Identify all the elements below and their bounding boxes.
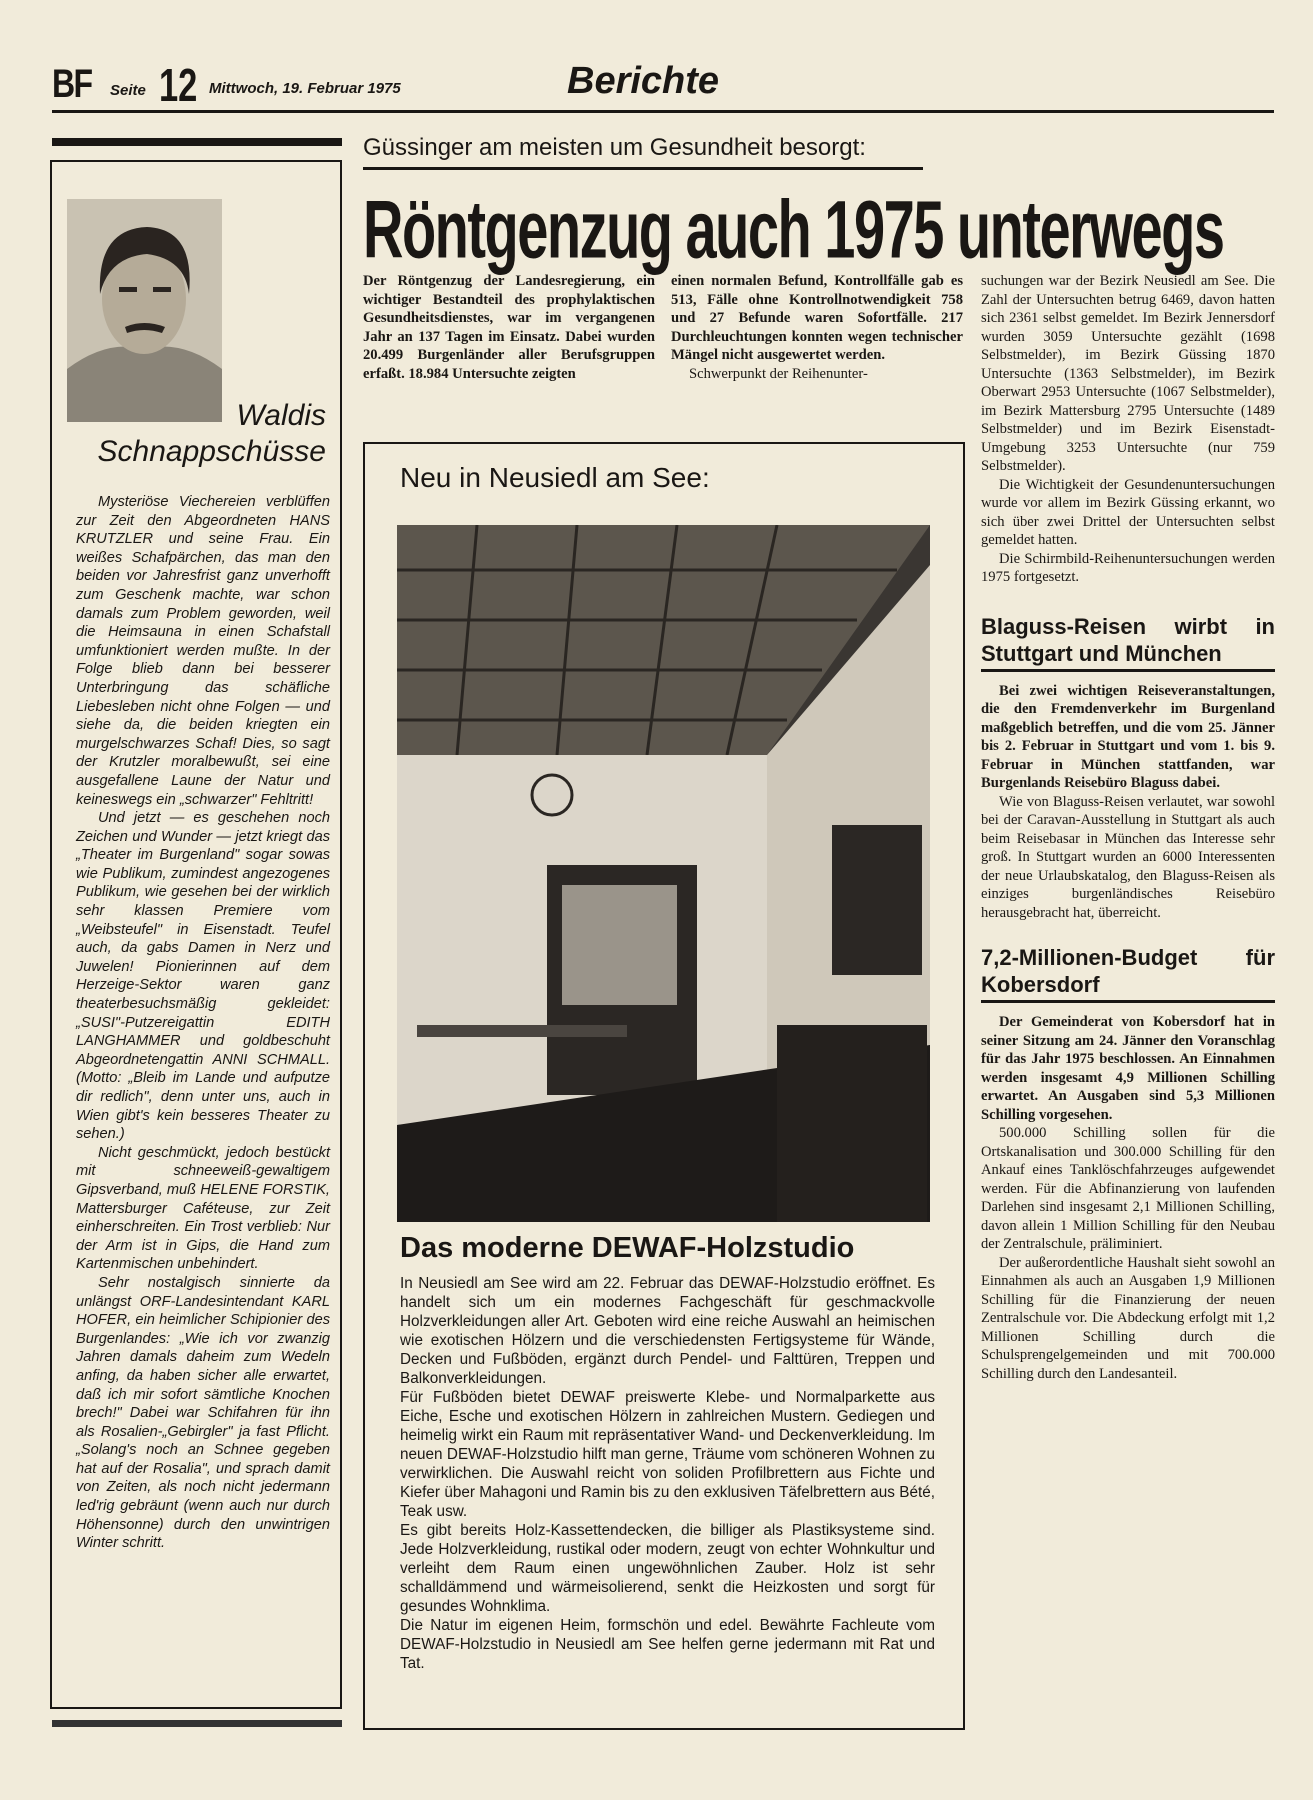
dewaf-text: [400, 1274, 935, 1673]
column-paragraph: Und jetzt — es geschehen noch Zeichen und Wunder — jetzt kriegt das „Theater im Burgenland" sogar sowas wie Publikum, zumindest angezogenes Publikum, wie gesehen bei der wirklich sehr klassen Premiere vom „Weibsteufel" in Eisenstadt. Teufel auch, da gabs Damen in Nerz und Juwelen! Pionierinnen auf dem Herzeige-Sektor waren ganz theaterbesuchsmäßig gekleidet: „SUSI"-Putzereigattin EDITH LANGHAMMER und goldbeschuht Abgeordnetengattin ANNI SCHMALL. (Motto: „Bleib im Lande und aufputze dir redlich", denn unter uns, auch in Wien gibt's kein besseres Theater zu sehen.): [76, 810, 330, 1143]
interior-photo: [397, 525, 930, 1222]
dewaf-advertorial: [363, 442, 965, 1730]
blaguss-headline: Blaguss-Reisen wirbt in Stuttgart und München: [981, 613, 1275, 672]
article-text: Die Wichtigkeit der Gesundenuntersuchungen wurde vor allem im Bezirk Güssing erkannt, wo sich über zwei Drittel der Untersuchten selbst gemeldet hatten.: [981, 476, 1275, 548]
kobersdorf-body: 500.000 Schilling sollen für die Ortskanalisation und 300.000 Schilling für den Ankauf eines Tanklöschfahrzeuges aufgewendet werden. Für die Abfinanzierung von laufenden Darlehen sind insgesamt 2,1 Millionen Schilling, davon allein 1 Million Schilling für den Neubau der Zentralschule, präliminiert.: [981, 1125, 1275, 1252]
column-paragraph: Sehr nostalgisch sinnierte da unlängst ORF-Landesintendant KARL HOFER, ein heimlicher Schipionier des Burgenlandes: „Wie ich vor zwanzig Jahren damals daheim zum Wedeln anfing, da haben sicher alle erwartet, daß ich mir sofort sämtliche Knochen brech!" Dabei war Schifahren für ihn als Rosalien-„Gebirgler" ja fast Pflicht. „Solang's noch an Schnee gegeben hat auf der Rosalia", und sprach damit von Zeiten, als noch nicht jedermann led'rig gebräunt (wenn auch nur durch Höhensonne) durch den unwintrigen Winter schritt.: [76, 1274, 330, 1552]
article-kicker: Güssinger am meisten um Gesundheit besorgt:: [363, 134, 923, 170]
column-paragraph: Mysteriöse Viechereien verblüffen zur Zeit den Abgeordneten HANS KRUTZLER und seine Frau. Ein weißes Schafpärchen, das man den beiden vor Jahresfrist ganz unverhofft zum Geschenk machte, war schon damals zum Problem geworden, weil die Heimsauna in einen Schafstall umfunktioniert werden mußte. In der Folge blieb dann bei besserer Unterbringung das schäfliche Liebesleben nicht ohne Folgen — und siehe da, die beiden kriegten ein murgelschwarzes Schaf! Dies, so sagt der Krutzler moralbewußt, sei eine ausgefallene Laune der Natur und keineswegs ein „schwarzer" Fehltritt!: [76, 494, 330, 808]
right-column: [981, 272, 1275, 1383]
kobersdorf-body: Der außerordentliche Haushalt sieht sowohl an Einnahmen als auch an Ausgaben 1,9 Millionen Schilling für die Finanzierung der neuen Zentralschule vor. Die Abdeckung erfolgt mit 1,2 Millionen Schilling durch die Schulsprengelgemeinden und mit 700.000 Schilling durch den Landesanteil.: [981, 1254, 1275, 1382]
portrait-photo: [67, 199, 222, 422]
column-bottom-rule: [52, 1720, 342, 1727]
article-text: suchungen war der Bezirk Neusiedl am See. Die Zahl der Untersuchten betrug 6469, davon hatten sich 2361 selbst gemeldet. Im Bezirk Jennersdorf wurden 3059 Untersuchte gezählt (1698 Selbstmelder), im Bezirk Güssing 1870 Untersuchte (1363 Selbstmelder), im Bezirk Oberwart 2953 Untersuchte (1067 Selbstmelder), im Bezirk Mattersburg 2795 Untersuchte (1489 Selbstmelder) und im Bezirk Eisenstadt-Umgebung 3253 Untersuchte (nur 759 Selbstmelder).: [981, 273, 1275, 474]
dewaf-paragraph: Für Fußböden bietet DEWAF preiswerte Klebe- und Normalparkette aus Eiche, Esche und exotischen Hölzern in zahlreichen Mustern. Gediegen und heimelig wirkt ein Raum mit repräsentativer Wand- und Deckenverkleidung. Im neuen DEWAF-Holzstudio hilft man gerne, Träume vom schöneren Wohnen zu verwirklichen. Die Auswahl reicht von soliden Profilbrettern aus Fichte und Kiefer über Mahagoni und Ramin bis zu den exklusiven Täfelbrettern aus Bété, Teak usw.: [400, 1389, 935, 1520]
article-text: einen normalen Befund, Kontrollfälle gab es 513, Fälle ohne Kontrollnotwendigkeit 758 und 27 Befunde waren Sofortfälle. 217 Durchleuchtungen konnten wegen technischer Mängel nicht ausgewertet werden.: [671, 273, 963, 363]
article-column-1: Der Röntgenzug der Landesregierung, ein wichtiger Bestandteil des prophylaktischen Gesundheitsdienstes, war im vergangenen Jahr an 137 Tagen im Einsatz. Dabei wurden 20.499 Burgenländer aller Berufsgruppen erfaßt. 18.984 Untersuchte zeigten: [363, 273, 655, 382]
article-text: Schwerpunkt der Reihenunter-: [689, 365, 868, 382]
page-label: Seite: [110, 82, 146, 99]
kobersdorf-lead: Der Gemeinderat von Kobersdorf hat in seiner Sitzung am 24. Jänner den Voranschlag für das Jahr 1975 beschlossen. An Einnahmen werden insgesamt 4,9 Millionen Schilling erwartet. An Ausgaben sind 5,3 Millionen Schilling vorgesehen.: [981, 1014, 1275, 1123]
column-top-rule: [52, 138, 342, 146]
dewaf-paragraph: Die Natur im eigenen Heim, formschön und edel. Bewährte Fachleute vom DEWAF-Holzstudio in Neusiedl am See helfen gerne jedermann mit Rat und Tat.: [400, 1617, 935, 1672]
logo: BF: [52, 62, 92, 106]
dewaf-kicker: Neu in Neusiedl am See:: [400, 462, 710, 493]
dewaf-title: Das moderne DEWAF-Holzstudio: [400, 1232, 855, 1264]
column-paragraph: Nicht geschmückt, jedoch bestückt mit schneeweiß-gewaltigem Gipsverband, muß HELENE FORSTIK, Mattersburger Caféteuse, zur Zeit einherschreiten. Ein Trost verblieb: Nur der Arm ist in Gips, die Hand zum Kartenmischen unbehindert.: [76, 1144, 330, 1273]
column-title: Waldis Schnappschüsse: [97, 399, 326, 468]
blaguss-lead: Bei zwei wichtigen Reiseveranstaltungen, die den Fremdenverkehr im Burgenland maßgeblich betreffen, und die vom 25. Jänner bis 2. Februar in Stuttgart und vom 1. bis 9. Februar in München stattfanden, war Burgenlands Reisebüro Blaguss dabei.: [981, 682, 1275, 791]
column-text: [76, 493, 330, 1553]
article-headline: Röntgenzug auch 1975 unterwegs: [363, 183, 1224, 275]
kobersdorf-headline: 7,2-Millionen-Budget für Kobersdorf: [981, 944, 1275, 1003]
dewaf-paragraph: In Neusiedl am See wird am 22. Februar das DEWAF-Holzstudio eröffnet. Es handelt sich um ein modernes Fachgeschäft für geschmackvolle Holzverkleidungen aller Art. Geboten wird eine reiche Auswahl an heimischen wie exotischen Hölzern und die verschiedensten Fertigsysteme für Wände, Decken und Fußböden, ergänzt durch Pendel- und Falttüren, Treppen und Balkonverkleidungen.: [400, 1275, 935, 1387]
article-text: Die Schirmbild-Reihenuntersuchungen werden 1975 fortgesetzt.: [981, 550, 1275, 585]
issue-date: Mittwoch, 19. Februar 1975: [209, 80, 401, 97]
masthead: [52, 58, 1274, 113]
page-number: 12: [159, 59, 198, 111]
section-title: Berichte: [567, 60, 720, 102]
article-column-2: [671, 272, 963, 383]
dewaf-paragraph: Es gibt bereits Holz-Kassettendecken, die billiger als Plastiksysteme sind. Jede Holzverkleidung, rustikal oder modern, zeugt von echter Wohnkultur und verleiht dem Raum einen ungewöhnlichen Zauber. Holz ist sehr schalldämmend und wärmeisolierend, senkt die Heizkosten und sorgt für gesundes Wohnklima.: [400, 1522, 935, 1615]
blaguss-body: Wie von Blaguss-Reisen verlautet, war sowohl bei der Caravan-Ausstellung in Stuttgart als auch beim Reisebasar in München das Interesse sehr groß. In Stuttgart wurden an 6000 Interessenten der neue Urlaubskatalog, den Blaguss-Reisen als einziges burgenländisches Reisebüro herausgebracht hat, überreicht.: [981, 793, 1275, 921]
